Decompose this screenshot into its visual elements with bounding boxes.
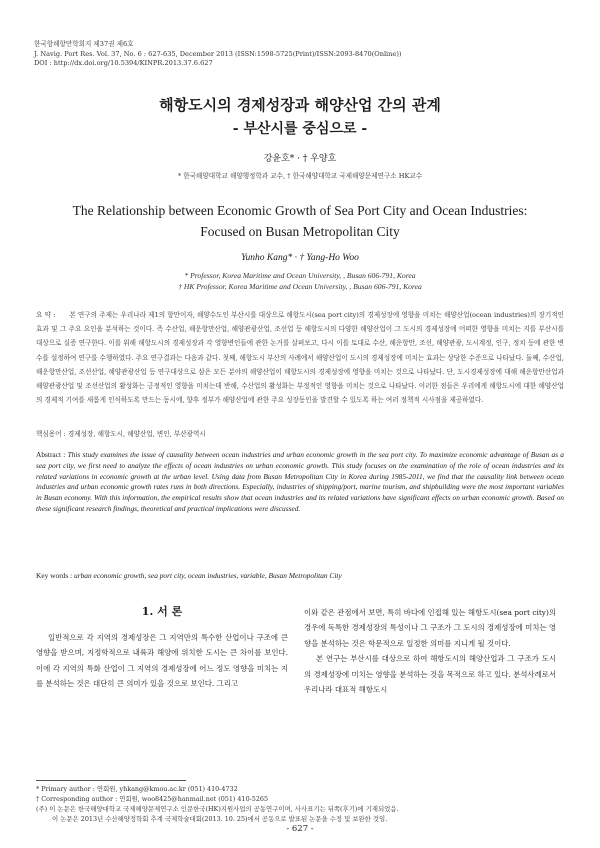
body-column-left [36,630,288,692]
keywords-kr-label: 핵심용어 : [36,430,66,438]
footnote-funding-note: (주) 이 논문은 한국해양대학교 국제해양문제연구소 인문한국(HK)지원사업의 공동연구이며, 사사표기는 뒤쪽(후기)에 기재되었음. [36,805,399,813]
abstract-kr-label: 요 약 : [36,311,56,319]
journal-citation: J. Navig. Port Res. Vol. 37, No. 6 : 627-635, December 2013 (ISSN:1598-5725(Print)/ISSN:2093-8470(Online)) [34,49,402,58]
journal-name-kr: 한국항해항만학회지 제37권 제6호 [34,40,134,48]
keywords-en-label: Key words : [36,571,73,580]
affiliation-en-1: * Professor, Korea Maritime and Ocean University, , Busan 606-791, Korea [184,271,416,280]
footnote-conference-note: 이 논문은 2013년 수산해양정학회 추계 국제학술대회(2013. 10. 25)에서 공동으로 발표된 논문을 수정 및 보완한 것임. [52,815,388,823]
abstract-en [36,450,564,515]
authors-en: Yunho Kang* · † Yang-Ho Woo [241,253,359,263]
doi-link[interactable]: DOI : http://dx.doi.org/10.5394/KINPR.2013.37.6.627 [34,59,213,68]
abstract-kr [36,308,564,407]
footnote-divider [36,780,186,781]
abstract-en-label: Abstract : [36,450,66,459]
abstract-kr-text: 본 연구의 주제는 우리나라 제1의 항만이자, 해양수도인 부산시를 대상으로 해항도시(sea port city)의 경제성장에 영향을 미치는 해양산업(ocean industries)의 장기적인 효과 및 그 주요 요인을 분석하는 것이다. 즉 수산업, 해운항만산업, 해양관광산업, 조선업 등 해항도시의 다양한 해양산업이 그 도시의 경제성장에 어떠한 영향을 미치는 지를 부산시를 대상으로 실증 연구한다. 이를 위해 해항도시의 경제성장과 각 영향변인들에 관한 논거를 살펴보고, 다시 이를 토대로 수산, 해운항만, 조선, 해양관광, 도시계정, 인구, 정치 등에 관한 변수를 설정하여 연구를 수행하였다. 주요 연구결과는 다음과 같다. 첫째, 해항도시 부산의 사례에서 해양산업이 도시의 경제성장에 미치는 효과는 상당한 수준으로 나타났다. 둘째, 수산업, 해운항만산업, 조선산업, 해양관광산업 등 연구대상으로 삼은 모든 분야의 해양산업이 해항도시의 경제성장에 영향을 미치는 것으로 나타났다. 단, 도시경제성장에 대해 해운항만산업과 해양관광산업 및 조선산업의 활성화는 긍정적인 영향을 미치는데 반해, 수산업의 활성화는 부정적인 영향을 미치는 것으로 나타났다. 이러한 점들은 우리에게 해항도시에 대한 해양산업의 경제적 기여를 새롭게 인식하도록 만드는 동시에, 향후 정부가 해양산업에 관한 주요 성장동인을 발견할 수 있도록 하는 여러 정책적 시사점을 제공하였다. [36,311,564,405]
footnotes [36,784,399,824]
page-number: - 627 - [286,824,314,834]
body-paragraph: 일반적으로 각 지역의 경제성장은 그 지역만의 특수한 산업이나 구조에 큰 영향을 받으며, 지정학적으로 내륙과 해양에 위치한 도시는 큰 차이를 보인다. 이에 각 지역의 특화 산업이 그 지역의 경제성장에 어느 정도 영향을 미치는 지를 분석하는 것은 대단히 큰 의미가 있을 것으로 보인다. 그리고 [36,633,288,689]
keywords-en-text: urban economic growth, sea port city, ocean industries, variable, Busan Metropolitan City [74,571,342,580]
affiliation-kr: * 한국해양대학교 해양행정학과 교수, † 한국해양대학교 국제해양문제연구소 HK교수 [177,172,423,180]
section-heading-introduction: 1. 서 론 [141,605,183,618]
body-paragraph: 이와 같은 관점에서 보면, 특히 바다에 인접해 있는 해항도시(sea port city)의 경우에 독특한 경제성장의 특성이나 그 구조가 그 도시의 경제성장에 미치는 영향을 분석하는 것은 학문적으로 일정한 의미를 지니게 될 것이다. [304,608,556,648]
keywords-en [36,571,342,580]
abstract-en-text: This study examines the issue of causality between ocean industries and urban economic growth in the sea port city. To maximize economic advantage of Busan as a sea port city, we first need to analyze the effects of ocean industries on urban economic growth. This study focuses on the examination of the role of ocean industries and its related variations in economic growth at the urban level. Using data from Busan Metropolitan City in Korea during 1985-2011, we find that the causality link between ocean industries and urban economic growth rates runs in both directions. Especially, industries of shipping/port, marine tourism, and shipbuilding were the most important variables in Busan economy. With this information, the empirical results show that ocean industries and its related variations have significant effects on urban economic growth. Based on these significant research findings, theoretical and practical implications were discussed. [36,450,564,513]
body-column-right [304,605,556,697]
journal-header [34,40,401,69]
paper-title-en-line1: The Relationship between Economic Growth of Sea Port City and Ocean Industries: [72,203,528,218]
footnote-corresponding-author: † Corresponding author : 연회원, woo8425@hanmail.net (051) 410-5265 [36,795,269,803]
paper-subtitle-kr: - 부산시를 중심으로 - [232,121,368,137]
paper-title-en-line2: Focused on Busan Metropolitan City [200,224,400,239]
body-paragraph: 본 연구는 부산시를 대상으로 하여 해항도시의 해양산업과 그 구조가 도시의 경제성장에 미치는 영향을 분석하는 것을 목적으로 하고 있다. 분석사례로서 우리나라 대표적 해항도시 [304,654,556,695]
affiliation-en-2: † HK Professor, Korea Maritime and Ocean University, , Busan 606-791, Korea [178,282,422,291]
keywords-kr [36,428,206,438]
paper-title-kr: 해항도시의 경제성장과 해양산업 간의 관계 [159,96,441,114]
authors-kr: 강윤호* · † 우양호 [263,154,337,164]
footnote-primary-author: * Primary author : 연회원, yhkang@kmou.ac.kr (051) 410-4732 [36,785,238,793]
keywords-kr-text: 경제성장, 해항도시, 해양산업, 변인, 부산광역시 [67,430,206,438]
